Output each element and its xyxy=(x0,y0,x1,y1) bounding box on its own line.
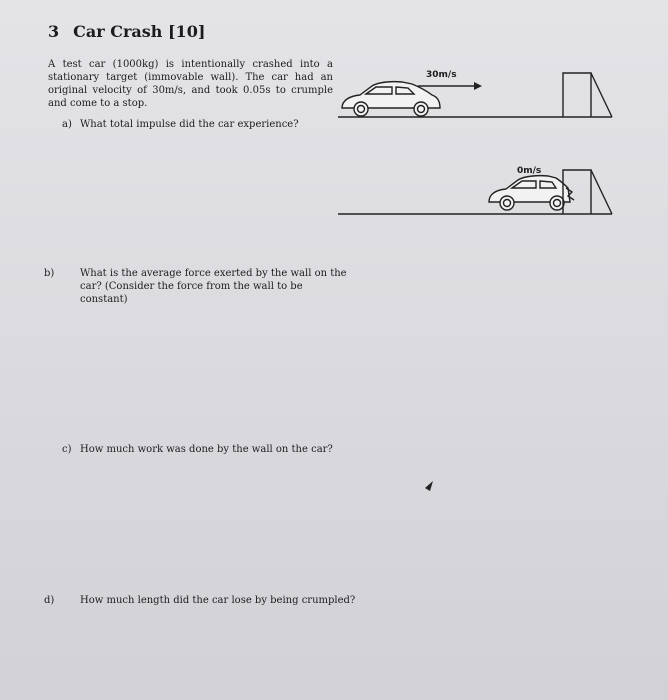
question-label: d) xyxy=(44,595,55,606)
problem-title: Car Crash [10] xyxy=(73,22,206,41)
question-text: How much work was done by the wall on the car? xyxy=(80,444,333,455)
initial-speed-label: 30m/s xyxy=(426,70,457,80)
velocity-arrow xyxy=(418,82,482,90)
wall-after-icon xyxy=(563,170,612,214)
mouse-cursor-icon xyxy=(425,481,433,491)
problem-statement: A test car (1000kg) is intentionally crashed into a stationary target (immovable wall). The car had an original velocity of 30m/s, and took 0.05s to crumple and come to a stop. xyxy=(48,59,333,109)
final-speed-label: 0m/s xyxy=(517,166,542,176)
wall-before-icon xyxy=(563,73,612,117)
problem-number: 3 xyxy=(48,22,60,41)
question-text: How much length did the car lose by being crumpled? xyxy=(80,595,356,606)
car-after-icon xyxy=(489,176,574,210)
question-label: b) xyxy=(44,268,55,279)
question-text: What is the average force exerted by the wall on the car? (Consider the force from the wall to be constant) xyxy=(80,268,347,305)
question-label: c) xyxy=(62,444,72,455)
car-before-icon xyxy=(342,82,440,116)
question-label: a) xyxy=(62,119,72,130)
question-text: What total impulse did the car experience? xyxy=(80,119,299,130)
